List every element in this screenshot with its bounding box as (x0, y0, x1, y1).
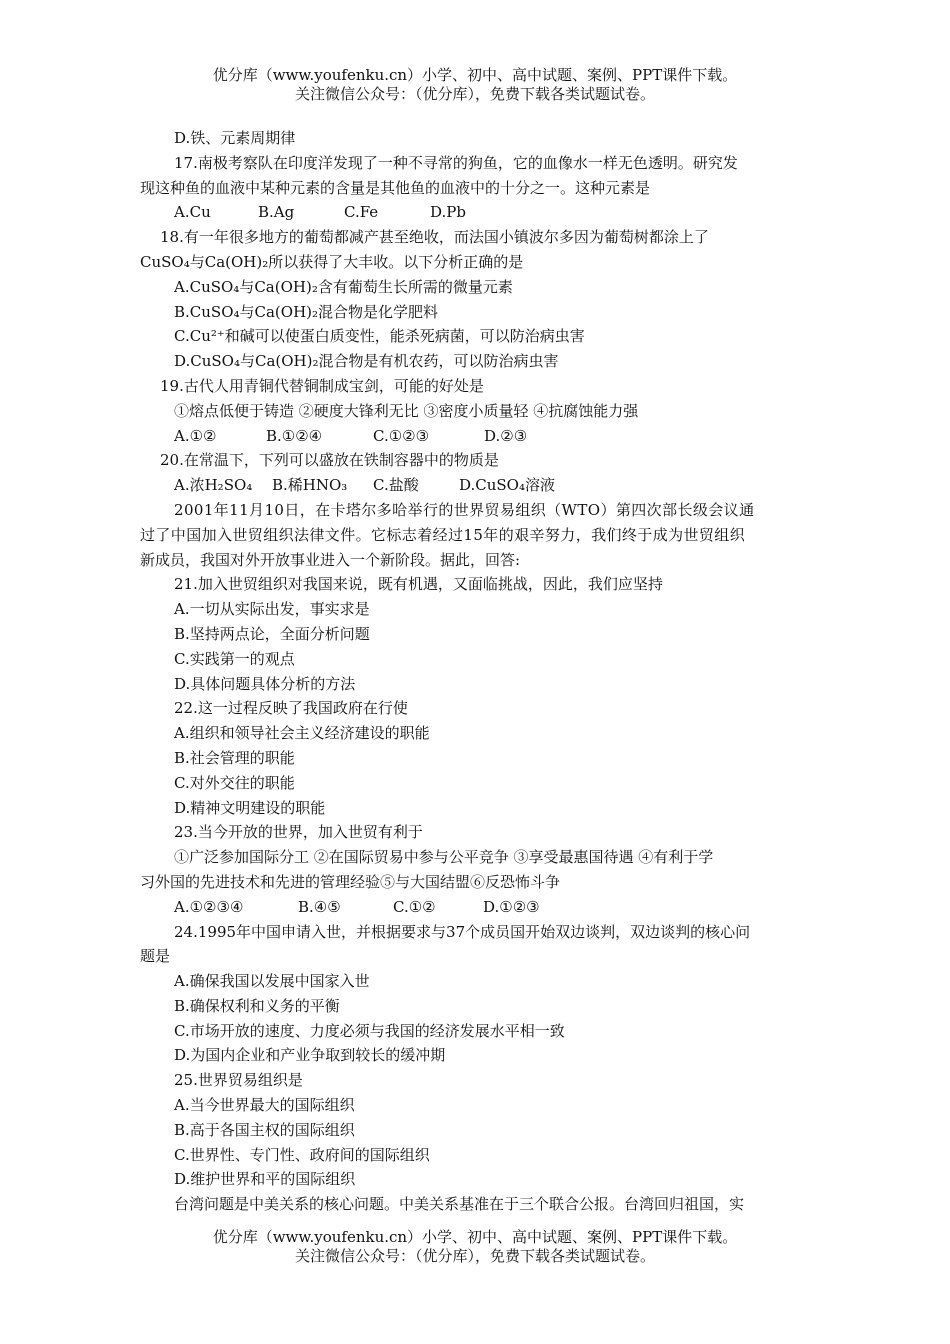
option-c: C.世界性、专门性、政府间的国际组织 (174, 1145, 430, 1164)
page-header (0, 66, 950, 104)
text-line: D.铁、元素周期律 (174, 129, 296, 147)
option-c: C.①②③ (373, 426, 430, 445)
passage-line: 2001年11月10日，在卡塔尔多哈举行的世界贸易组织（WTO）第四次部长级会议通 (174, 500, 755, 519)
option-d: D.Pb (430, 203, 466, 222)
option-c: C.市场开放的速度、力度必须与我国的经济发展水平相一致 (174, 1021, 565, 1040)
passage-line: 过了中国加入世贸组织法律文件。它标志着经过15年的艰辛努力，我们终于成为世贸组织 (140, 525, 746, 544)
option-a: A.CuSO₄与Ca(OH)₂含有葡萄生长所需的微量元素 (174, 277, 513, 296)
option-d: D.①②③ (483, 897, 540, 916)
option-a: A.①② (174, 426, 217, 445)
options-19 (140, 424, 812, 449)
option-c: C.盐酸 (373, 476, 419, 495)
text-line: 题是 (140, 947, 171, 966)
option-a: A.浓H₂SO₄ (174, 476, 253, 495)
question-23: 23.当今开放的世界，加入世贸有利于 (174, 823, 423, 842)
page-footer (0, 1228, 950, 1266)
options-23 (140, 895, 812, 920)
text-line: ①广泛参加国际分工 ②在国际贸易中参与公平竞争 ③享受最惠国待遇 ④有利于学 (174, 848, 714, 867)
question-19: 19.古代人用青铜代替铜制成宝剑，可能的好处是 (160, 376, 484, 395)
option-d: D.具体问题具体分析的方法 (174, 674, 356, 693)
option-d: D.CuSO₄溶液 (459, 476, 555, 495)
question-20: 20.在常温下，下列可以盛放在铁制容器中的物质是 (160, 451, 499, 470)
option-a: A.确保我国以发展中国家入世 (174, 972, 370, 991)
option-b: B.①②④ (266, 426, 323, 445)
options-17 (140, 200, 812, 225)
header-line-1: 优分库（www.youfenku.cn）小学、初中、高中试题、案例、PPT课件下载。 (212, 66, 738, 84)
option-d: D.CuSO₄与Ca(OH)₂混合物是有机农药，可以防治病虫害 (174, 352, 559, 371)
question-18: 18.有一年很多地方的葡萄都减产甚至绝收，而法国小镇波尔多因为葡萄树都涂上了 (160, 228, 709, 247)
question-25: 25.世界贸易组织是 (174, 1071, 303, 1090)
option-b: B.社会管理的职能 (174, 748, 295, 767)
option-a: A.一切从实际出发，事实求是 (174, 600, 370, 619)
passage-line: 新成员，我国对外开放事业进入一个新阶段。据此，回答: (140, 550, 521, 569)
option-c: C.①② (393, 897, 436, 916)
option-c: C.对外交往的职能 (174, 773, 295, 792)
text-line: ①熔点低便于铸造 ②硬度大锋利无比 ③密度小质量轻 ④抗腐蚀能力强 (174, 401, 639, 420)
option-b: B.④⑤ (298, 897, 341, 916)
options-20 (140, 473, 812, 498)
option-a: A.①②③④ (174, 897, 244, 916)
document-body (140, 126, 812, 1217)
footer-line-1: 优分库（www.youfenku.cn）小学、初中、高中试题、案例、PPT课件下载。 (212, 1228, 738, 1246)
question-17: 17.南极考察队在印度洋发现了一种不寻常的狗鱼，它的血像水一样无色透明。研究发 (174, 153, 738, 172)
option-a: A.组织和领导社会主义经济建设的职能 (174, 724, 430, 743)
passage-line: 台湾问题是中美关系的核心问题。中美关系基准在于三个联合公报。台湾回归祖国，实 (174, 1195, 745, 1214)
question-22: 22.这一过程反映了我国政府在行使 (174, 699, 408, 718)
text-line: 习外国的先进技术和先进的管理经验⑤与大国结盟⑥反恐怖斗争 (140, 872, 561, 891)
question-21: 21.加入世贸组织对我国来说，既有机遇，又面临挑战，因此，我们应坚持 (174, 575, 663, 594)
option-c: C.Cu²⁺和碱可以使蛋白质变性，能杀死病菌，可以防治病虫害 (174, 327, 585, 346)
footer-line-2: 关注微信公众号：（优分库），免费下载各类试题试卷。 (294, 1247, 655, 1265)
option-b: B.CuSO₄与Ca(OH)₂混合物是化学肥料 (174, 302, 439, 321)
option-d: D.②③ (484, 426, 528, 445)
option-b: B.高于各国主权的国际组织 (174, 1120, 355, 1139)
option-b: B.坚持两点论，全面分析问题 (174, 624, 370, 643)
text-line: 现这种鱼的血液中某种元素的含量是其他鱼的血液中的十分之一。这种元素是 (140, 178, 651, 197)
option-a: A.当今世界最大的国际组织 (174, 1096, 355, 1115)
option-b: B.稀HNO₃ (272, 476, 348, 495)
option-c: C.Fe (344, 203, 379, 222)
option-b: B.确保权利和义务的平衡 (174, 996, 340, 1015)
header-line-2: 关注微信公众号：（优分库），免费下载各类试题试卷。 (294, 85, 655, 103)
option-d: D.为国内企业和产业争取到较长的缓冲期 (174, 1046, 446, 1065)
option-a: A.Cu (174, 203, 211, 222)
option-b: B.Ag (258, 203, 295, 222)
option-d: D.维护世界和平的国际组织 (174, 1170, 356, 1189)
option-d: D.精神文明建设的职能 (174, 798, 326, 817)
question-24: 24.1995年中国申请入世，并根据要求与37个成员国开始双边谈判，双边谈判的核心问 (174, 922, 751, 941)
option-c: C.实践第一的观点 (174, 649, 295, 668)
text-line: CuSO₄与Ca(OH)₂所以获得了大丰收。以下分析正确的是 (140, 252, 524, 271)
